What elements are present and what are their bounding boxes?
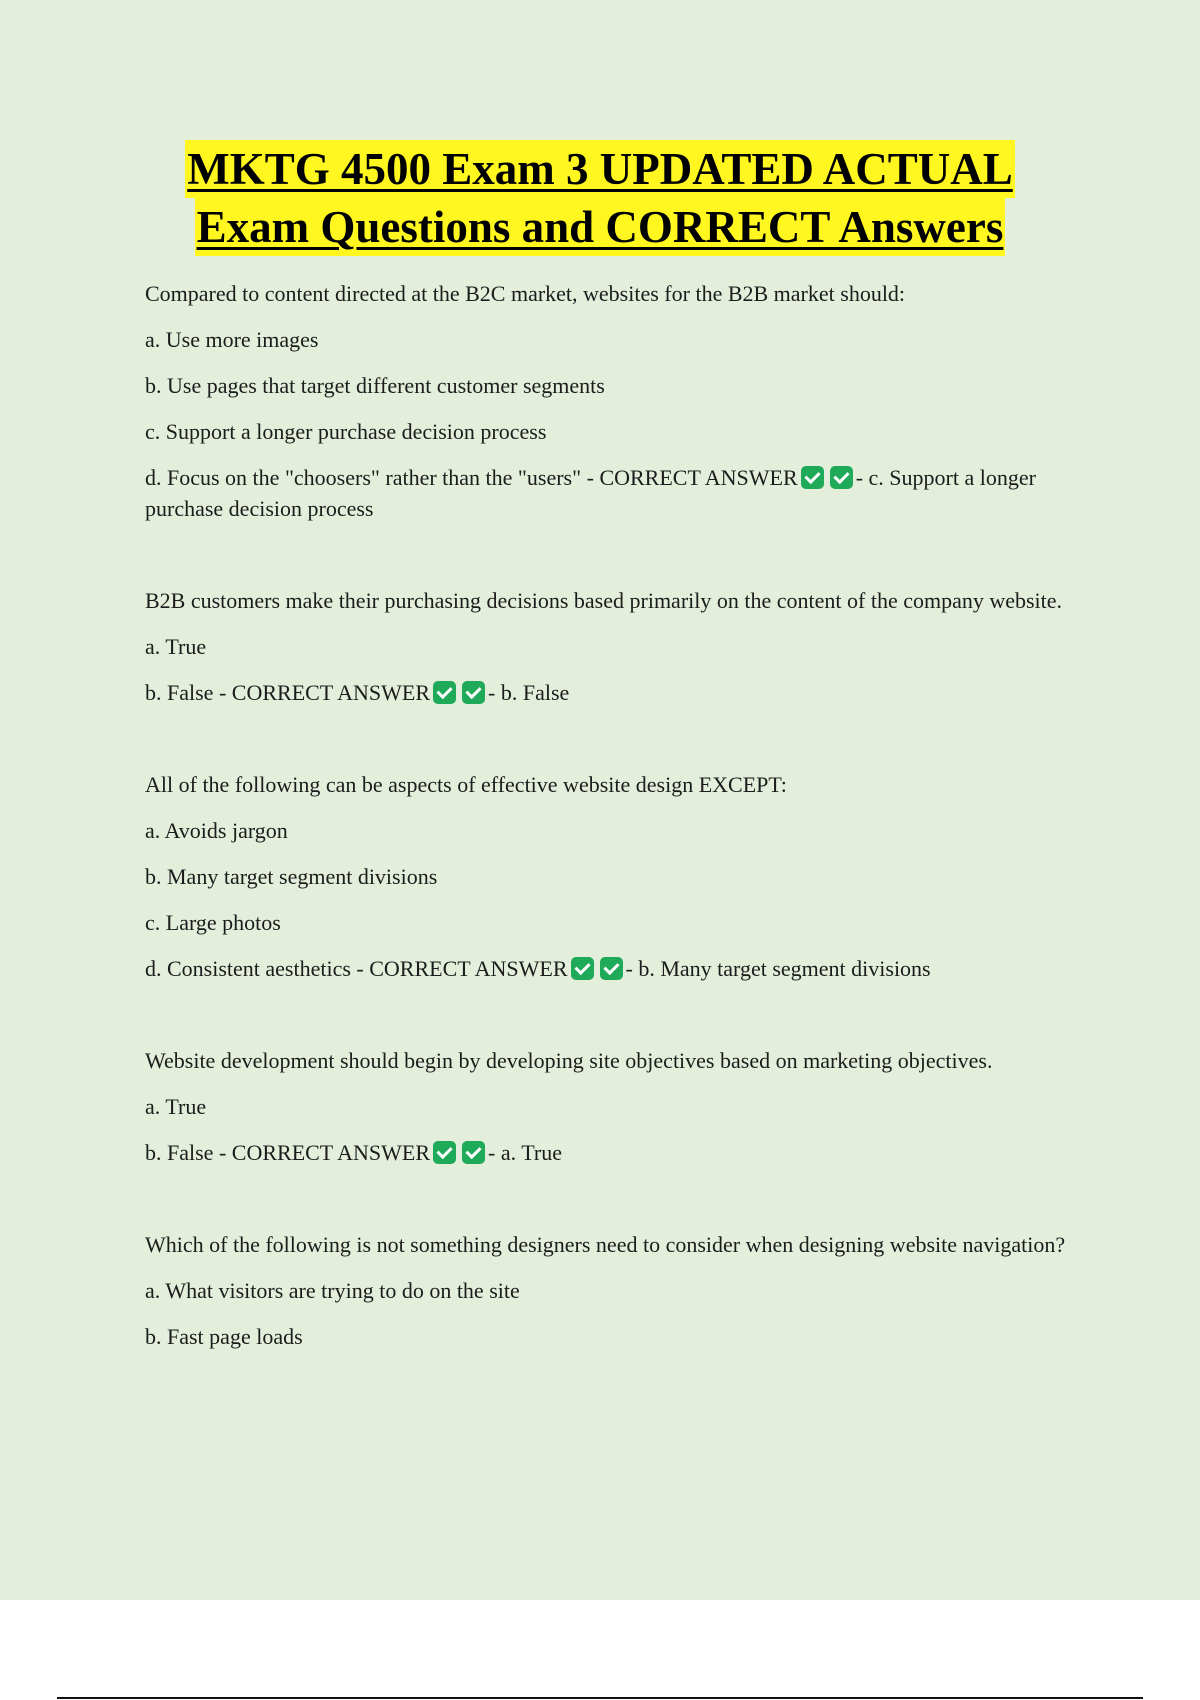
option: a. Use more images [145, 327, 319, 352]
check-mark-icon [830, 466, 853, 489]
option: b. Many target segment divisions [145, 864, 438, 889]
footer-divider [57, 1697, 1143, 1699]
check-mark-icon [462, 681, 485, 704]
correct-answer: b. Many target segment divisions [638, 956, 931, 981]
option: a. True [145, 1094, 207, 1119]
option: b. False [145, 680, 214, 705]
document-title [0, 140, 1200, 256]
title-line-2: Exam Questions and CORRECT Answers [195, 198, 1006, 256]
option: b. Fast page loads [145, 1324, 303, 1349]
answer-marker: CORRECT ANSWER [599, 465, 798, 490]
correct-answer: b. False [500, 680, 570, 705]
question-list [145, 278, 1085, 1367]
correct-answer: c. Support a longer purchase decision process [145, 465, 1036, 521]
check-mark-icon [571, 957, 594, 980]
option: c. Support a longer purchase decision process [145, 419, 547, 444]
answer-line: b. False - CORRECT ANSWER - a. True [145, 1140, 562, 1165]
answer-marker: CORRECT ANSWER [369, 956, 568, 981]
question-block [145, 585, 1085, 708]
title-line-1: MKTG 4500 Exam 3 UPDATED ACTUAL [185, 140, 1014, 198]
option: a. What visitors are trying to do on the site [145, 1278, 520, 1303]
question-text: Compared to content directed at the B2C market, websites for the B2B market should: [145, 281, 906, 306]
question-block [145, 769, 1085, 984]
correct-answer: a. True [500, 1140, 562, 1165]
question-text: All of the following can be aspects of effective website design EXCEPT: [145, 772, 787, 797]
check-mark-icon [462, 1141, 485, 1164]
option: a. Avoids jargon [145, 818, 288, 843]
check-mark-icon [433, 1141, 456, 1164]
option: b. False [145, 1140, 214, 1165]
option: d. Focus on the "choosers" rather than the "users" [145, 465, 582, 490]
answer-line: b. False - CORRECT ANSWER - b. False [145, 680, 570, 705]
option: b. Use pages that target different customer segments [145, 373, 605, 398]
question-text: Website development should begin by developing site objectives based on marketing objectives. [145, 1048, 993, 1073]
option: c. Large photos [145, 910, 281, 935]
answer-marker: CORRECT ANSWER [231, 680, 431, 705]
question-block [145, 1229, 1085, 1352]
check-mark-icon [600, 957, 623, 980]
question-text: Which of the following is not something designers need to consider when designing website navigation? [145, 1232, 1066, 1257]
check-mark-icon [801, 466, 824, 489]
check-mark-icon [433, 681, 456, 704]
question-text: B2B customers make their purchasing decisions based primarily on the content of the company website. [145, 588, 1063, 613]
option: a. True [145, 634, 207, 659]
answer-line: d. Consistent aesthetics - CORRECT ANSWER - b. Many target segment divisions [145, 956, 931, 981]
option: d. Consistent aesthetics [145, 956, 351, 981]
question-block [145, 1045, 1085, 1168]
question-block [145, 278, 1085, 524]
answer-marker: CORRECT ANSWER [231, 1140, 431, 1165]
answer-line: d. Focus on the "choosers" rather than the "users" - CORRECT ANSWER - c. Support a longer purchase decision process [145, 465, 1036, 521]
